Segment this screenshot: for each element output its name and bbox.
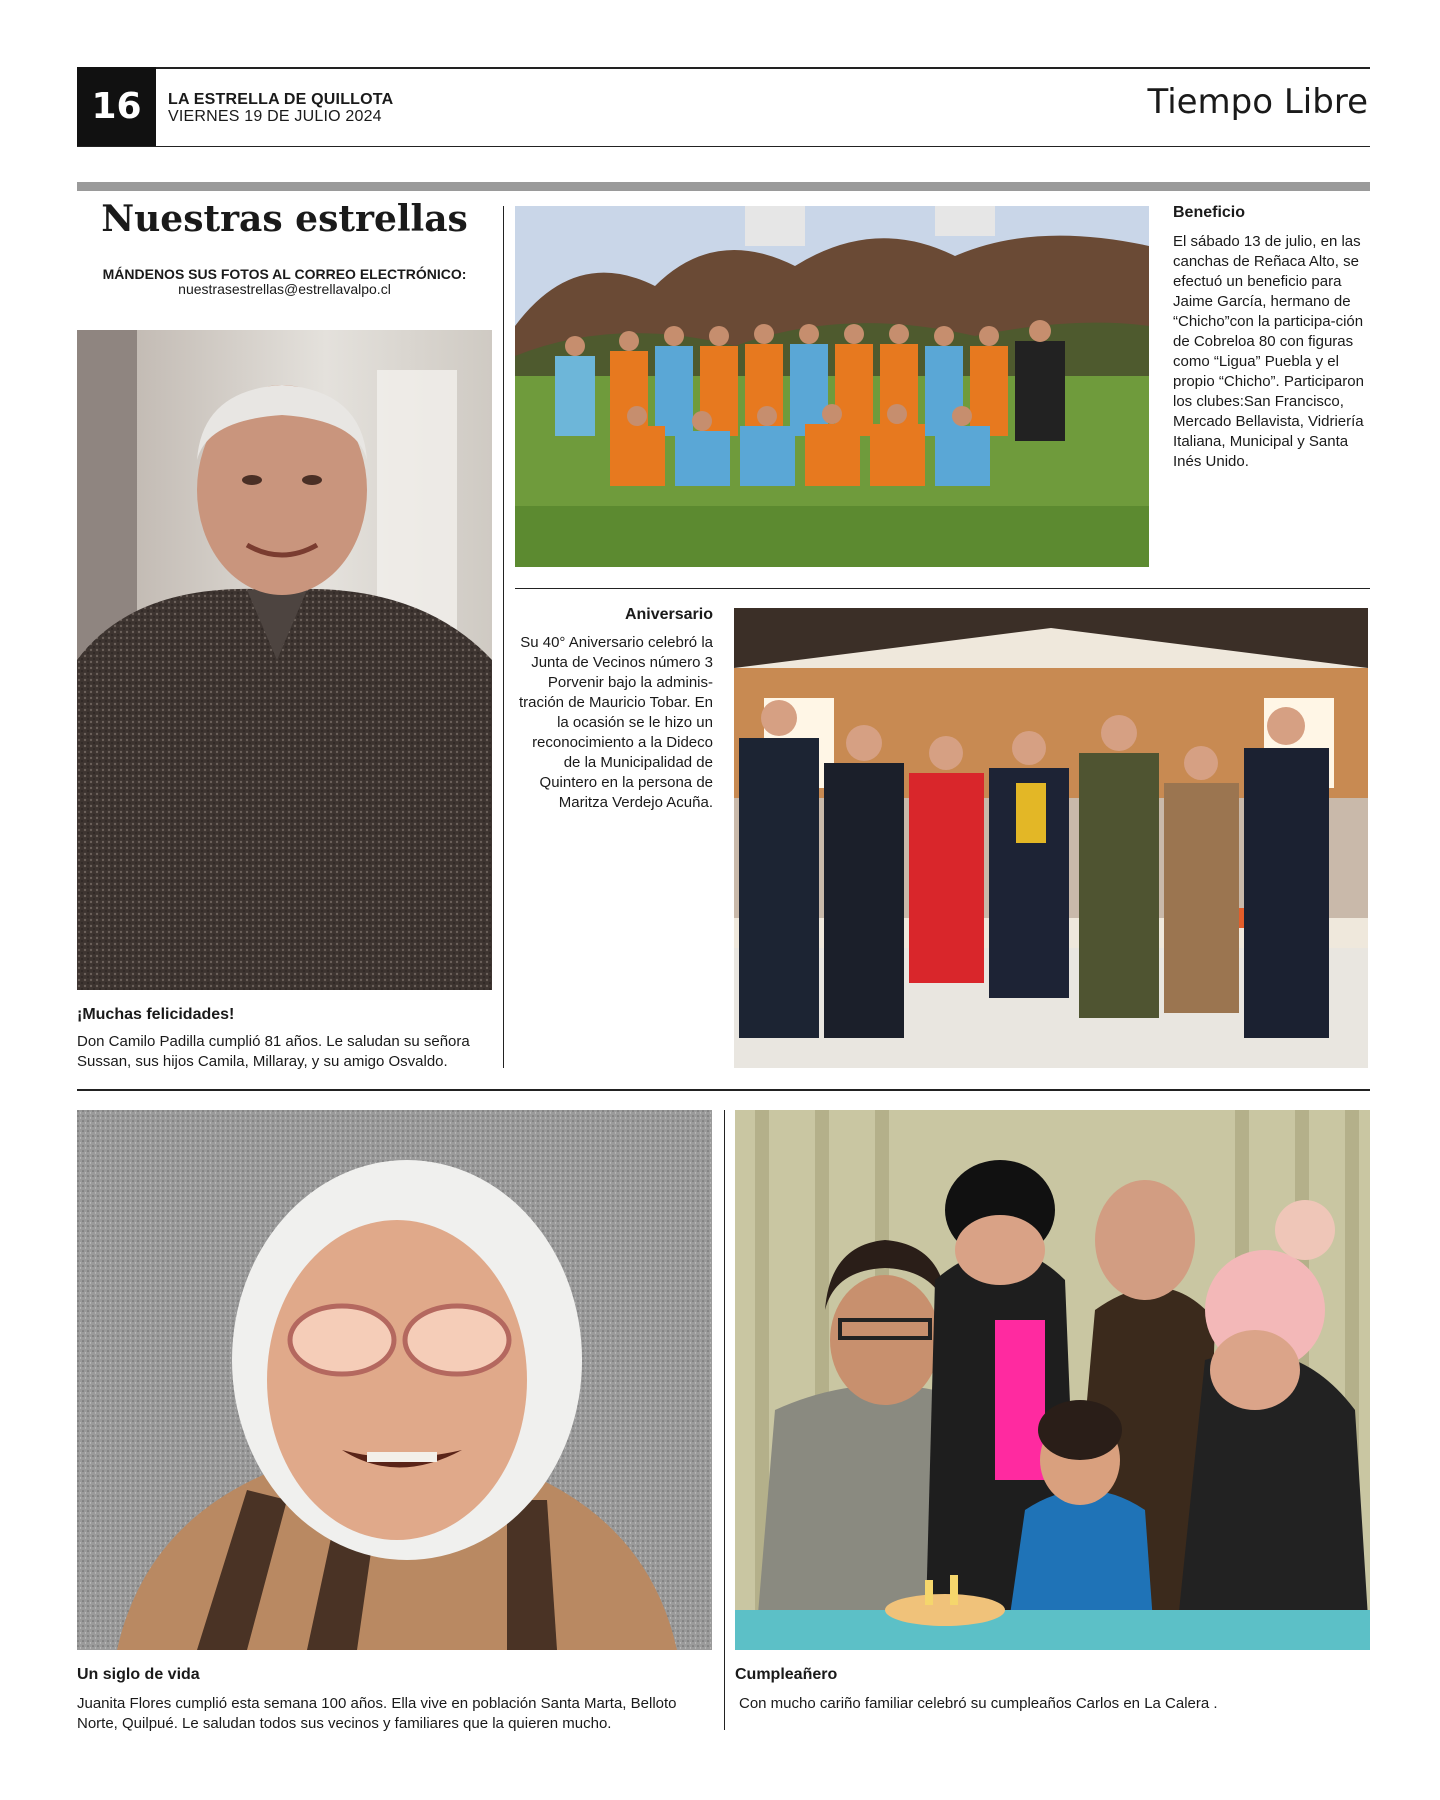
caption-heading-cumpleanero: Cumpleañero (735, 1666, 838, 1683)
divider-full-width (77, 1089, 1370, 1091)
section-title: Tiempo Libre (1147, 82, 1368, 122)
photo-football-team (515, 206, 1149, 567)
caption-heading-beneficio: Beneficio (1173, 204, 1246, 221)
caption-body-aniversario: Su 40° Aniversario celebró la Junta de Vecinos número 3 Porvenir bajo la adminis-tración de Mauricio Tobar. En la ocasión se le hizo un reconocimiento a la Dideco de la Municipalidad de Quintero en la persona de Maritza Verdejo Acuña. (519, 634, 713, 811)
submission-email[interactable]: nuestrasestrellas@estrellavalpo.cl (178, 281, 391, 297)
photo-aniversario-group (734, 608, 1368, 1068)
caption-body-beneficio: El sábado 13 de julio, en las canchas de Reñaca Alto, se efectuó un beneficio para Jaime García, hermano de “Chicho”con la participa-ción de Cobreloa 80 con figuras como “Ligua” Puebla y el propio “Chicho”. Participaron los clubes:San Francisco, Mercado Bellavista, Vidriería Italiana, Municipal y Santa Inés Unido. (1173, 233, 1364, 470)
column-divider-upper (503, 206, 504, 1068)
divider-right-upper (515, 588, 1370, 589)
column-divider-lower (724, 1110, 725, 1730)
photo-cumpleanero (735, 1110, 1370, 1650)
newspaper-name: LA ESTRELLA DE QUILLOTA (168, 91, 394, 108)
photo-camilo-padilla (77, 330, 492, 990)
top-band (77, 182, 1370, 191)
caption-body-siglo: Juanita Flores cumplió esta semana 100 años. Ella vive en población Santa Marta, Belloto Norte, Quilpué. Le saludan todos sus vecinos y familiares que la quieren mucho. (77, 1695, 677, 1732)
page-number: 16 (77, 67, 156, 146)
caption-heading-felicidades: ¡Muchas felicidades! (77, 1006, 235, 1023)
caption-heading-siglo: Un siglo de vida (77, 1666, 200, 1683)
caption-body-felicidades: Don Camilo Padilla cumplió 81 años. Le saludan su señora Sussan, sus hijos Camila, Millaray, y su amigo Osvaldo. (77, 1033, 470, 1070)
issue-date: VIERNES 19 DE JULIO 2024 (168, 108, 382, 125)
column-title: Nuestras estrellas (101, 198, 468, 240)
header-top-rule (77, 67, 1370, 69)
photo-juanita-flores (77, 1110, 712, 1650)
caption-heading-aniversario: Aniversario (624, 606, 713, 623)
caption-body-cumpleanero: Con mucho cariño familiar celebró su cumpleaños Carlos en La Calera . (739, 1695, 1218, 1712)
submission-kicker: MÁNDENOS SUS FOTOS AL CORREO ELECTRÓNICO: (102, 266, 467, 282)
header-bottom-rule (77, 146, 1370, 147)
